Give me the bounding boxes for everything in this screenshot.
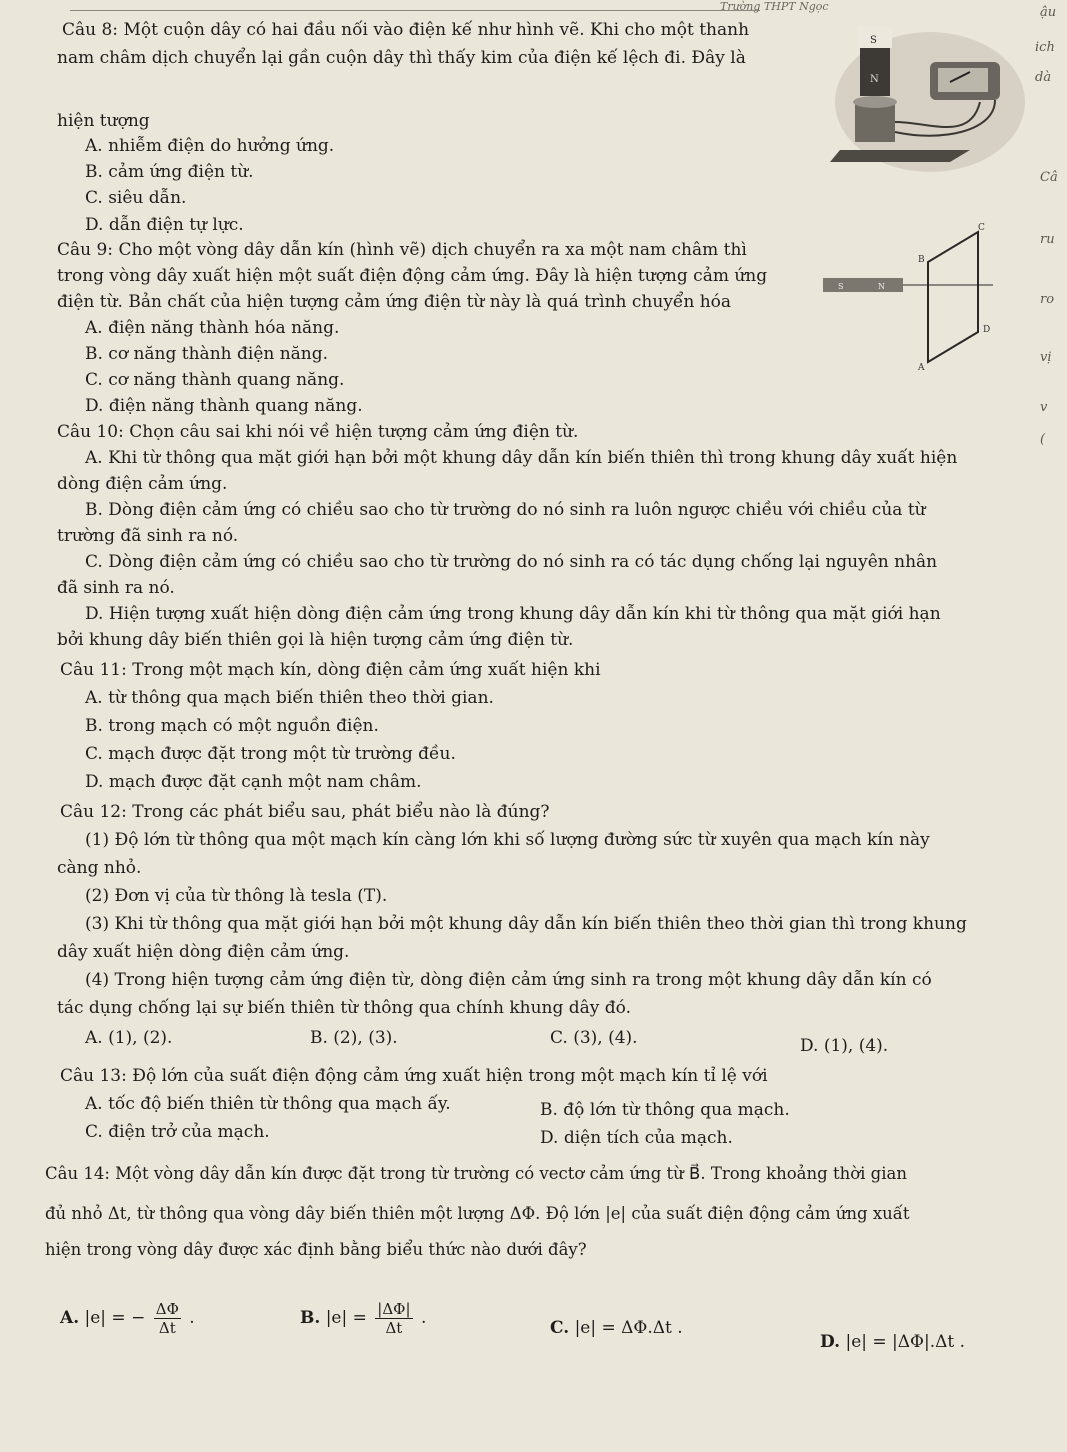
galvanometer-coil-figure (830, 22, 1030, 172)
svg-text:A: A (918, 363, 925, 372)
q10-option-d[interactable]: D. Hiện tượng xuất hiện dòng điện cảm ứng trong khung dây dẫn kín khi từ thông qua mặt giới hạn (85, 604, 941, 624)
q8-option-a[interactable]: A. nhiễm điện do hưởng ứng. (85, 136, 335, 156)
margin-note: ich (1035, 40, 1055, 55)
q14-option-b[interactable] (300, 1300, 426, 1337)
q13-option-a[interactable]: A. tốc độ biến thiên từ thông qua mạch ấy. (85, 1094, 451, 1114)
q10-option-a[interactable]: A. Khi từ thông qua mặt giới hạn bởi một khung dây dẫn kín biến thiên thì trong khung dây xuất hiện (85, 448, 958, 468)
q14-option-c-expr: |e| = ΔΦ.Δt . (574, 1318, 683, 1338)
q12-statement-2: (2) Đơn vị của từ thông là tesla (T). (85, 886, 388, 906)
q14-option-c-label: C. (550, 1318, 570, 1338)
q12-statement-4: (4) Trong hiện tượng cảm ứng điện từ, dòng điện cảm ứng sinh ra trong một khung dây dẫn kín có (85, 970, 932, 990)
svg-text:B: B (918, 255, 925, 265)
question-9-line-1: Câu 9: Cho một vòng dây dẫn kín (hình vẽ) dịch chuyển ra xa một nam châm thì (57, 240, 747, 260)
q11-option-c[interactable]: C. mạch được đặt trong một từ trường đều. (85, 744, 456, 764)
q10-option-c[interactable]: C. Dòng điện cảm ứng có chiều sao cho từ trường do nó sinh ra có tác dụng chống lại nguyên nhân (85, 552, 938, 572)
q14-option-d[interactable] (820, 1332, 965, 1352)
svg-text:N: N (878, 282, 885, 291)
q13-option-d[interactable]: D. diện tích của mạch. (540, 1128, 733, 1148)
q14-option-a-end: . (189, 1308, 195, 1328)
question-9-line-2: trong vòng dây xuất hiện một suất điện động cảm ứng. Đây là hiện tượng cảm ứng (57, 266, 768, 286)
q9-option-d[interactable]: D. điện năng thành quang năng. (85, 396, 363, 416)
q14-option-a[interactable] (60, 1300, 195, 1337)
question-14-line-3: hiện trong vòng dây được xác định bằng biểu thức nào dưới đây? (45, 1240, 587, 1259)
q14-option-d-label: D. (820, 1332, 841, 1352)
q13-option-c[interactable]: C. điện trở của mạch. (85, 1122, 270, 1142)
question-13-line-1: Câu 13: Độ lớn của suất điện động cảm ứng xuất hiện trong một mạch kín tỉ lệ với (60, 1066, 768, 1086)
q14-option-b-fraction (375, 1300, 412, 1337)
fraction-denominator: Δt (158, 1319, 176, 1337)
top-rule (70, 10, 760, 11)
q12-option-c[interactable]: C. (3), (4). (550, 1028, 638, 1048)
q14-option-c[interactable] (550, 1318, 683, 1338)
q12-statement-3: (3) Khi từ thông qua mặt giới hạn bởi một khung dây dẫn kín biến thiên theo thời gian thì trong khung (85, 914, 967, 934)
question-14-line-1: Câu 14: Một vòng dây dẫn kín được đặt trong từ trường có vectơ cảm ứng từ B⃗. Trong khoảng thời gian (45, 1164, 907, 1183)
q12-option-a[interactable]: A. (1), (2). (85, 1028, 173, 1048)
q12-option-d[interactable]: D. (1), (4). (800, 1036, 889, 1056)
svg-text:N: N (870, 74, 879, 85)
q9-option-a[interactable]: A. điện năng thành hóa năng. (85, 318, 340, 338)
question-10-line-1: Câu 10: Chọn câu sai khi nói về hiện tượng cảm ứng điện từ. (57, 422, 579, 442)
question-12-line-1: Câu 12: Trong các phát biểu sau, phát biểu nào là đúng? (60, 802, 550, 822)
svg-text:S: S (870, 35, 877, 46)
page-header: Trường THPT Ngọc (720, 0, 829, 13)
q10-option-d-cont: bởi khung dây biến thiên gọi là hiện tượng cảm ứng điện từ. (57, 630, 574, 650)
q11-option-d[interactable]: D. mạch được đặt cạnh một nam châm. (85, 772, 422, 792)
q8-option-d[interactable]: D. dẫn điện tự lực. (85, 215, 244, 235)
q9-option-c[interactable]: C. cơ năng thành quang năng. (85, 370, 345, 390)
q12-option-b[interactable]: B. (2), (3). (310, 1028, 398, 1048)
margin-note: Câ (1040, 170, 1058, 185)
fraction-denominator: Δt (385, 1319, 403, 1337)
q14-option-b-end: . (420, 1308, 427, 1328)
q14-option-b-label: B. (300, 1308, 321, 1328)
q14-option-a-lhs: |e| = − (84, 1308, 146, 1328)
fraction-numerator: ΔΦ (155, 1300, 179, 1318)
question-11-line-1: Câu 11: Trong một mạch kín, dòng điện cảm ứng xuất hiện khi (60, 660, 601, 680)
q13-option-b[interactable]: B. độ lớn từ thông qua mạch. (540, 1100, 790, 1120)
margin-note: ro (1040, 292, 1055, 307)
q12-statement-1: (1) Độ lớn từ thông qua một mạch kín càng lớn khi số lượng đường sức từ xuyên qua mạch kín này (85, 830, 930, 850)
margin-note: ( (1040, 432, 1046, 447)
q12-statement-4-cont: tác dụng chống lại sự biến thiên từ thông qua chính khung dây đó. (57, 998, 632, 1018)
q8-option-b[interactable]: B. cảm ứng điện từ. (85, 162, 254, 182)
question-8-line-2: nam châm dịch chuyển lại gần cuộn dây thì thấy kim của điện kế lệch đi. Đây là (57, 48, 746, 68)
margin-note: vị (1040, 350, 1052, 365)
q10-option-a-cont: dòng điện cảm ứng. (57, 474, 228, 494)
q10-option-b-cont: trường đã sinh ra nó. (57, 526, 239, 546)
q10-option-c-cont: đã sinh ra nó. (57, 578, 175, 598)
q9-option-b[interactable]: B. cơ năng thành điện năng. (85, 344, 329, 364)
question-8-line-3: hiện tượng (57, 111, 150, 131)
question-14-line-2: đủ nhỏ Δt, từ thông qua vòng dây biến thiên một lượng ΔΦ. Độ lớn |e| của suất điện động cảm ứng xuất (45, 1204, 910, 1223)
q10-option-b[interactable]: B. Dòng điện cảm ứng có chiều sao cho từ trường do nó sinh ra luôn ngược chiều với chiều của từ (85, 500, 926, 520)
fraction-numerator: |ΔΦ| (377, 1300, 411, 1318)
question-9-line-3: điện từ. Bản chất của hiện tượng cảm ứng điện từ này là quá trình chuyển hóa (57, 292, 732, 312)
q11-option-a[interactable]: A. từ thông qua mạch biến thiên theo thời gian. (85, 688, 494, 708)
margin-note: dà (1035, 70, 1052, 85)
q14-option-a-label: A. (60, 1308, 80, 1328)
q14-option-a-fraction (154, 1300, 181, 1337)
svg-text:C: C (978, 223, 985, 233)
margin-note: ru (1040, 232, 1055, 247)
q14-option-b-lhs: |e| = (325, 1308, 367, 1328)
svg-text:S: S (838, 282, 844, 291)
q12-statement-1-cont: càng nhỏ. (57, 858, 142, 878)
margin-note: ậu (1040, 5, 1057, 20)
q12-statement-3-cont: dây xuất hiện dòng điện cảm ứng. (57, 942, 350, 962)
q11-option-b[interactable]: B. trong mạch có một nguồn điện. (85, 716, 379, 736)
q14-option-d-expr: |e| = |ΔΦ|.Δt . (845, 1332, 966, 1352)
q8-option-c[interactable]: C. siêu dẫn. (85, 188, 187, 208)
question-8-line-1: Câu 8: Một cuộn dây có hai đầu nối vào điện kế như hình vẽ. Khi cho một thanh (62, 20, 750, 40)
loop-magnet-figure (818, 222, 998, 372)
margin-note: v (1040, 400, 1048, 415)
svg-text:D: D (983, 325, 991, 335)
